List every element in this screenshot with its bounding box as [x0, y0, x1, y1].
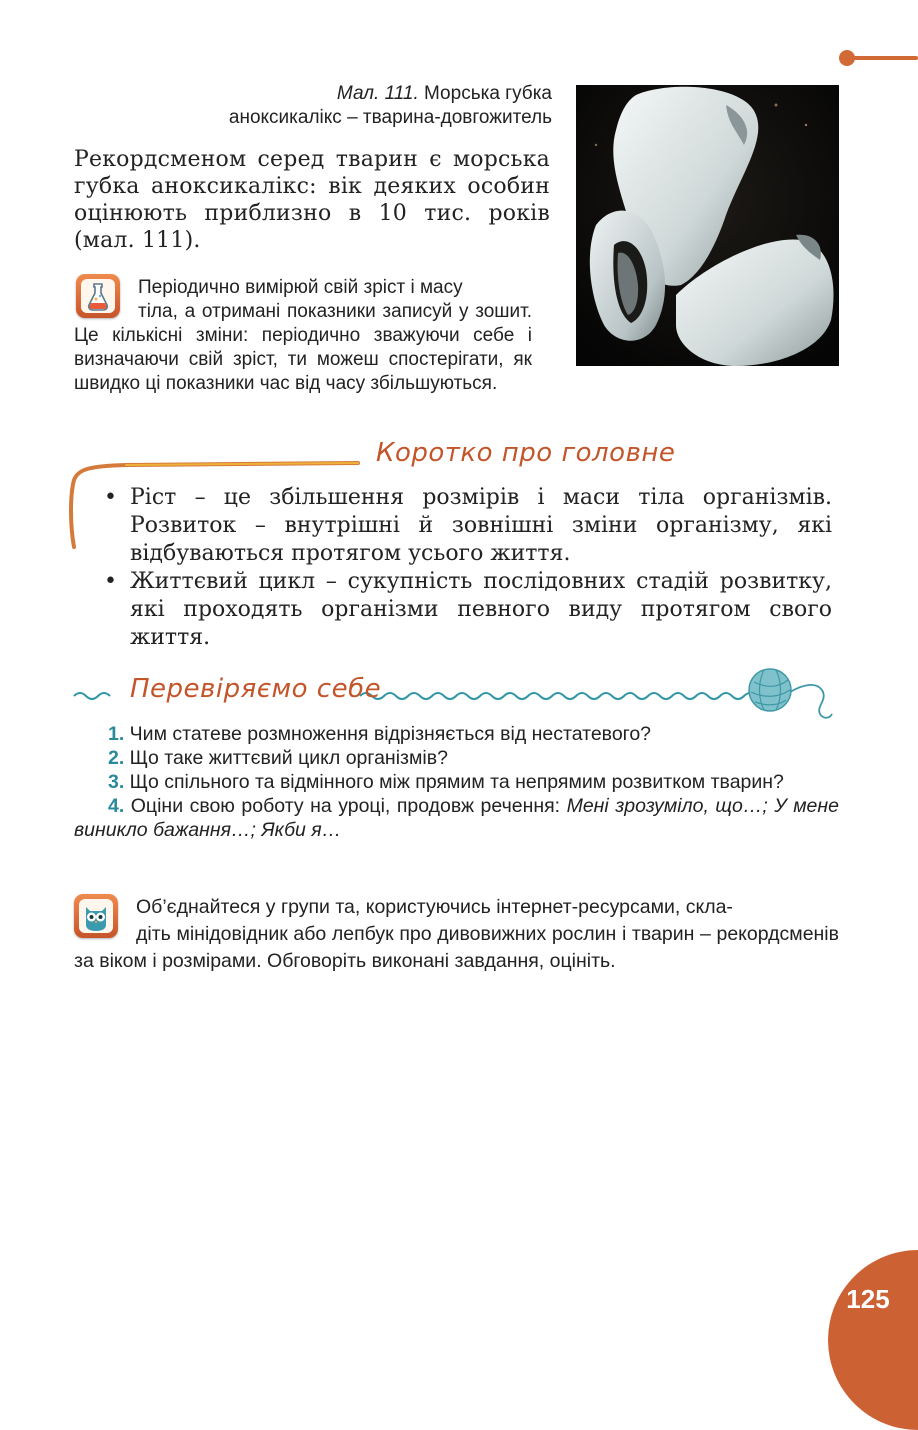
sea-sponge-photo [576, 85, 839, 366]
page-number: 125 [846, 1284, 890, 1314]
summary-item-text: Життєвий цикл – сукупність послідовних стадій розвитку, які проходять організми певного виду протягом свого життя. [130, 569, 832, 650]
question-text: Що таке життєвий цикл організмів? [124, 747, 448, 769]
question-number: 4. [108, 795, 125, 817]
practice-note [74, 276, 532, 300]
group-task-rest: діть мінідовідник або лепбук про дивовижних рослин і тварин – рекордсменів за віком і розмірами. Обговоріть виконані завдання, оцініть. [74, 923, 839, 972]
question-italic-text: Мені зрозуміло, що…; У мене виникло бажання…; Якби я… [74, 795, 839, 841]
page-number-badge [828, 1250, 918, 1430]
question-number: 1. [108, 723, 125, 745]
bullet-icon: • [104, 569, 117, 594]
self-check-title: Перевіряємо себе [130, 674, 382, 704]
figure-caption-line2: аноксикалікс – тварина-довгожитель [228, 107, 552, 128]
question-number: 3. [108, 771, 125, 793]
group-task-line1: Об’єднайтеся у групи та, користуючись інтернет-ресурсами, скла- [136, 896, 733, 918]
figure-caption-line1: Морська губка [418, 83, 552, 104]
figure-label: Мал. 111. [336, 83, 419, 104]
question-number: 2. [108, 747, 125, 769]
summary-item-text: Ріст – це збільшення розмірів і маси тіла організмів. Розвиток – внутрішні й зовнішні зміни організму, які відбуваються протягом усього життя. [130, 485, 832, 566]
summary-item [104, 568, 832, 652]
question-item [74, 746, 839, 770]
sponge-illustration [576, 85, 839, 366]
practice-note-rest: тіла, а отримані показники записуй у зошит. Це кількісні зміни: періодично зважуючи себе і визначаючи свій зріст, ти можеш спостерігати, як швидко ці показники час від часу збільшуються. [74, 301, 532, 394]
question-text: Чим статеве розмноження відрізняється від нестатевого? [124, 723, 652, 745]
record-paragraph: Рекордсменом серед тварин є морська губка аноксикалікс: вік деяких особин оцінюють приблизно в 10 тис. років (мал. 111). [74, 147, 550, 253]
question-text: Що спільного та відмінного між прямим та непрямим розвитком тварин? [124, 771, 784, 793]
self-check-questions [74, 722, 839, 842]
summary-title: Коротко про головне [376, 438, 676, 468]
summary-list [104, 484, 832, 652]
question-item [74, 770, 839, 794]
top-decoration-line [846, 56, 918, 60]
question-text: Оціни свою роботу на уроці, продовж речення: [124, 795, 567, 817]
question-item [74, 722, 839, 746]
practice-note-line1: Періодично вимірюй свій зріст і масу [138, 277, 463, 298]
top-decoration-dot [839, 50, 855, 66]
bullet-icon: • [104, 485, 117, 510]
question-item [74, 794, 839, 842]
summary-item [104, 484, 832, 568]
group-task [74, 894, 839, 921]
yarn-ball-icon [746, 664, 838, 724]
figure-caption [132, 82, 552, 130]
